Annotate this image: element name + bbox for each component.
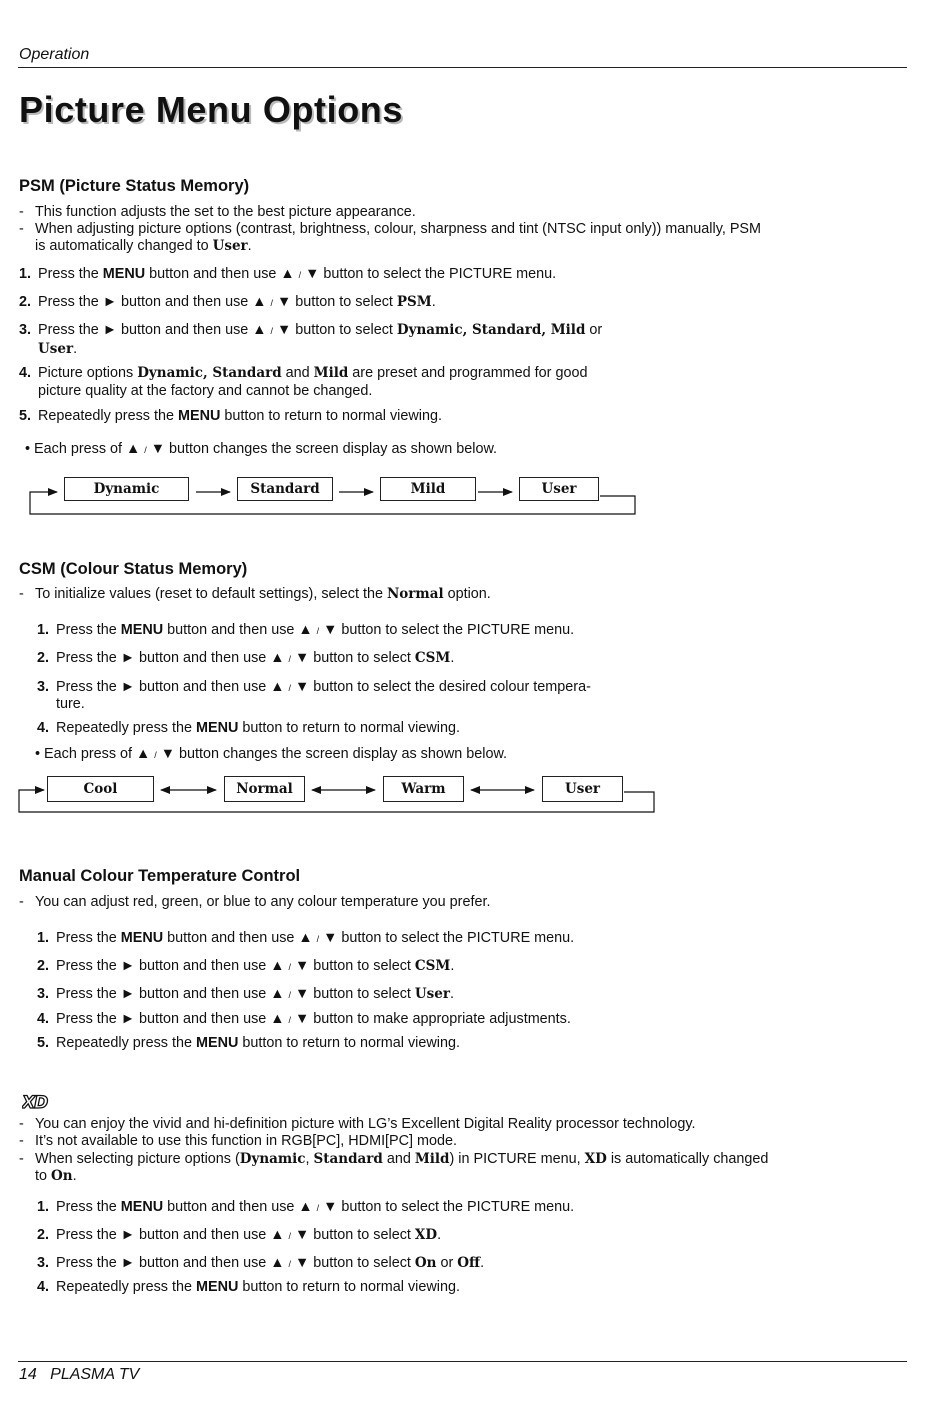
xd-note-1: - You can enjoy the vivid and hi-definition picture with LG’s Excellent Digital Reality processor technology. (19, 1116, 696, 1132)
right-arrow-icon: ► (120, 958, 136, 974)
psm-step-3: 3. Press the ► button and then use ▲ / ▼ button to select Dynamic, Standard, Mild or (19, 322, 603, 338)
up-arrow-icon: ▲ (270, 650, 285, 666)
right-arrow-icon: ► (120, 650, 136, 666)
psm-step-3-cont: User. (38, 341, 78, 357)
csm-option-cool: Cool (47, 776, 154, 802)
right-arrow-icon: ► (120, 1255, 136, 1271)
manual-step-3: 3. Press the ► button and then use ▲ / ▼ button to select User. (37, 986, 454, 1002)
psm-step-5: 5. Repeatedly press the MENU button to return to normal viewing. (19, 408, 442, 424)
psm-each-press: • Each press of ▲ / ▼ button changes the screen display as shown below. (25, 441, 498, 457)
down-arrow-icon: ▼ (160, 746, 176, 762)
xd-note-3-cont: to On. (35, 1168, 77, 1184)
down-arrow-icon: ▼ (323, 1199, 338, 1215)
up-arrow-icon: ▲ (298, 1199, 313, 1215)
psm-note-1: - This function adjusts the set to the best picture appearance. (19, 204, 416, 220)
psm-option-user: User (519, 477, 599, 501)
up-arrow-icon: ▲ (270, 1227, 285, 1243)
up-arrow-icon: ▲ (252, 294, 267, 310)
down-arrow-icon: ▼ (277, 294, 292, 310)
xd-note-3: - When selecting picture options (Dynamic, Standard and Mild) in PICTURE menu, XD is automatically changed (19, 1151, 769, 1167)
footer-divider (18, 1361, 907, 1362)
page-title: Picture Menu Options (19, 89, 404, 130)
psm-option-standard: Standard (237, 477, 333, 501)
xd-step-2: 2. Press the ► button and then use ▲ / ▼ button to select XD. (37, 1227, 442, 1243)
psm-note-2: - When adjusting picture options (contrast, brightness, colour, sharpness and tint (NTSC input only)) manually, PSM (19, 221, 762, 237)
svg-text:XD: XD (22, 1093, 48, 1111)
csm-step-3: 3. Press the ► button and then use ▲ / ▼ button to select the desired colour tempera- (37, 679, 591, 695)
up-arrow-icon: ▲ (126, 441, 141, 457)
down-arrow-icon: ▼ (295, 650, 310, 666)
xd-note-2: - It’s not available to use this function in RGB[PC], HDMI[PC] mode. (19, 1133, 458, 1149)
psm-heading: PSM (Picture Status Memory) (19, 177, 250, 195)
up-arrow-icon: ▲ (252, 322, 267, 338)
csm-each-press: • Each press of ▲ / ▼ button changes the screen display as shown below. (35, 746, 508, 762)
right-arrow-icon: ► (120, 986, 136, 1002)
down-arrow-icon: ▼ (305, 266, 320, 282)
down-arrow-icon: ▼ (295, 986, 310, 1002)
right-arrow-icon: ► (120, 1011, 136, 1027)
down-arrow-icon: ▼ (295, 958, 310, 974)
down-arrow-icon: ▼ (295, 1011, 310, 1027)
manual-step-5: 5. Repeatedly press the MENU button to return to normal viewing. (37, 1035, 460, 1051)
down-arrow-icon: ▼ (295, 1227, 310, 1243)
csm-step-3-cont: ture. (56, 696, 85, 712)
down-arrow-icon: ▼ (323, 622, 338, 638)
manual-note: - You can adjust red, green, or blue to any colour temperature you prefer. (19, 894, 491, 910)
down-arrow-icon: ▼ (323, 930, 338, 946)
psm-step-4: 4. Picture options Dynamic, Standard and Mild are preset and programmed for good (19, 365, 588, 381)
manual-step-1: 1. Press the MENU button and then use ▲ / ▼ button to select the PICTURE menu. (37, 930, 575, 946)
csm-step-4: 4. Repeatedly press the MENU button to return to normal viewing. (37, 720, 460, 736)
page-number: 14 (19, 1366, 37, 1383)
up-arrow-icon: ▲ (280, 266, 295, 282)
down-arrow-icon: ▼ (295, 679, 310, 695)
up-arrow-icon: ▲ (136, 746, 151, 762)
up-arrow-icon: ▲ (270, 986, 285, 1002)
psm-step-2: 2. Press the ► button and then use ▲ / ▼ button to select PSM. (19, 294, 436, 310)
right-arrow-icon: ► (120, 679, 136, 695)
psm-option-mild: Mild (380, 477, 476, 501)
csm-heading: CSM (Colour Status Memory) (19, 560, 248, 578)
down-arrow-icon: ▼ (277, 322, 292, 338)
up-arrow-icon: ▲ (270, 958, 285, 974)
page-footer (19, 1366, 139, 1383)
right-arrow-icon: ► (102, 322, 118, 338)
section-label: Operation (19, 46, 90, 63)
up-arrow-icon: ▲ (298, 930, 313, 946)
csm-option-user: User (542, 776, 623, 802)
up-arrow-icon: ▲ (270, 679, 285, 695)
right-arrow-icon: ► (102, 294, 118, 310)
down-arrow-icon: ▼ (150, 441, 166, 457)
right-arrow-icon: ► (120, 1227, 136, 1243)
csm-note: - To initialize values (reset to default settings), select the Normal option. (19, 586, 491, 602)
psm-step-1: 1. Press the MENU button and then use ▲ / ▼ button to select the PICTURE menu. (19, 266, 557, 282)
psm-step-4-cont: picture quality at the factory and cannot be changed. (38, 383, 373, 399)
csm-option-warm: Warm (383, 776, 464, 802)
csm-option-normal: Normal (224, 776, 305, 802)
manual-heading: Manual Colour Temperature Control (19, 867, 301, 885)
xd-step-1: 1. Press the MENU button and then use ▲ / ▼ button to select the PICTURE menu. (37, 1199, 575, 1215)
csm-step-1: 1. Press the MENU button and then use ▲ / ▼ button to select the PICTURE menu. (37, 622, 575, 638)
down-arrow-icon: ▼ (295, 1255, 310, 1271)
psm-note-2-cont: is automatically changed to User. (35, 238, 252, 254)
xd-step-3: 3. Press the ► button and then use ▲ / ▼ button to select On or Off. (37, 1255, 485, 1271)
up-arrow-icon: ▲ (298, 622, 313, 638)
psm-option-dynamic: Dynamic (64, 477, 189, 501)
up-arrow-icon: ▲ (270, 1011, 285, 1027)
xd-logo (22, 1093, 64, 1111)
manual-step-2: 2. Press the ► button and then use ▲ / ▼ button to select CSM. (37, 958, 455, 974)
product-name: PLASMA TV (50, 1366, 140, 1383)
xd-step-4: 4. Repeatedly press the MENU button to return to normal viewing. (37, 1279, 460, 1295)
csm-step-2: 2. Press the ► button and then use ▲ / ▼ button to select CSM. (37, 650, 455, 666)
manual-step-4: 4. Press the ► button and then use ▲ / ▼ button to make appropriate adjustments. (37, 1011, 571, 1027)
up-arrow-icon: ▲ (270, 1255, 285, 1271)
